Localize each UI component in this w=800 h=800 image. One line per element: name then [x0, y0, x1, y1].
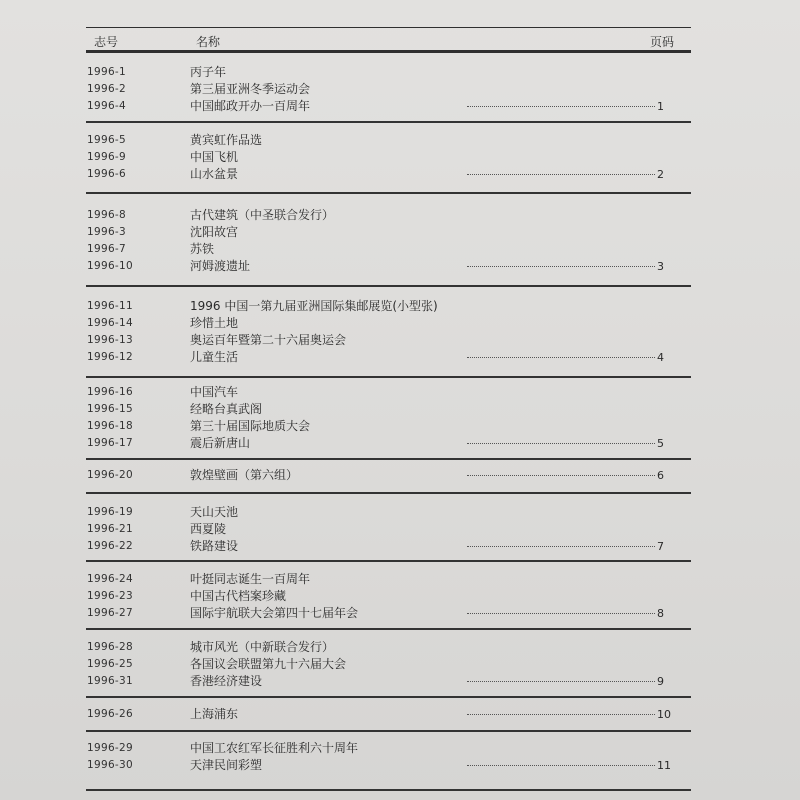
- toc-row: [0, 384, 800, 401]
- dot-leader: [467, 765, 655, 766]
- stamp-name: 震后新唐山: [190, 436, 251, 450]
- stamp-number: 1996-29: [87, 742, 133, 754]
- group-separator: [86, 376, 691, 378]
- page-number: 2: [657, 168, 664, 181]
- stamp-name: 山水盆景: [190, 167, 239, 181]
- dot-leader: [467, 546, 655, 547]
- stamp-number: 1996-1: [87, 66, 126, 78]
- stamp-number: 1996-18: [87, 420, 133, 432]
- stamp-name: 铁路建设: [190, 539, 239, 553]
- stamp-name: 中国飞机: [190, 150, 239, 164]
- header-bottom-rule: [86, 50, 691, 53]
- page-number: 11: [657, 759, 671, 772]
- stamp-number: 1996-7: [87, 243, 126, 255]
- stamp-number: 1996-5: [87, 134, 126, 146]
- dot-leader: [467, 613, 655, 614]
- stamp-number: 1996-2: [87, 83, 126, 95]
- dot-leader: [467, 681, 655, 682]
- stamp-number: 1996-27: [87, 607, 133, 619]
- stamp-number: 1996-24: [87, 573, 133, 585]
- toc-row: [0, 571, 800, 588]
- stamp-name: 第三十届国际地质大会: [190, 419, 311, 433]
- stamp-number: 1996-6: [87, 168, 126, 180]
- page-number: 4: [657, 351, 664, 364]
- stamp-number: 1996-26: [87, 708, 133, 720]
- group-separator: [86, 121, 691, 123]
- group-separator: [86, 458, 691, 460]
- stamp-name: 儿童生活: [190, 350, 239, 364]
- page-number: 5: [657, 437, 664, 450]
- stamp-number: 1996-16: [87, 386, 133, 398]
- stamp-number: 1996-30: [87, 759, 133, 771]
- stamp-name: 河姆渡遗址: [190, 259, 251, 273]
- stamp-number: 1996-17: [87, 437, 133, 449]
- stamp-name: 黄宾虹作品选: [190, 133, 263, 147]
- toc-row: [0, 673, 800, 690]
- stamp-number: 1996-31: [87, 675, 133, 687]
- stamp-name: 上海浦东: [190, 707, 239, 721]
- stamp-name: 天山天池: [190, 505, 239, 519]
- group-separator: [86, 730, 691, 732]
- stamp-name: 丙子年: [190, 65, 227, 79]
- toc-row: [0, 149, 800, 166]
- stamp-number: 1996-13: [87, 334, 133, 346]
- stamp-name: 奥运百年暨第二十六届奥运会: [190, 333, 347, 347]
- stamp-name: 沈阳故宫: [190, 225, 239, 239]
- dot-leader: [467, 266, 655, 267]
- stamp-name: 珍惜土地: [190, 316, 239, 330]
- toc-row: [0, 435, 800, 452]
- toc-row: [0, 258, 800, 275]
- toc-row: [0, 504, 800, 521]
- dot-leader: [467, 714, 655, 715]
- stamp-name: 城市风光（中新联合发行）: [190, 640, 335, 654]
- stamp-name: 经略台真武阁: [190, 402, 263, 416]
- stamp-name: 苏铁: [190, 242, 215, 256]
- stamp-name: 中国古代档案珍藏: [190, 589, 287, 603]
- toc-row: [0, 706, 800, 723]
- stamp-name: 中国邮政开办一百周年: [190, 99, 311, 113]
- dot-leader: [467, 357, 655, 358]
- group-separator: [86, 492, 691, 494]
- table-header: [0, 0, 800, 60]
- group-separator: [86, 192, 691, 194]
- toc-row: [0, 315, 800, 332]
- toc-row: [0, 588, 800, 605]
- dot-leader: [467, 106, 655, 107]
- toc-row: [0, 521, 800, 538]
- toc-row: [0, 656, 800, 673]
- toc-row: [0, 740, 800, 757]
- toc-row: [0, 64, 800, 81]
- stamp-name: 1996 中国一第九届亚洲国际集邮展览(小型张): [190, 299, 438, 313]
- toc-row: [0, 298, 800, 315]
- stamp-name: 第三届亚洲冬季运动会: [190, 82, 311, 96]
- dot-leader: [467, 443, 655, 444]
- stamp-name: 敦煌壁画（第六组）: [190, 468, 299, 482]
- toc-row: [0, 757, 800, 774]
- stamp-number: 1996-15: [87, 403, 133, 415]
- toc-row: [0, 418, 800, 435]
- page-number: 10: [657, 708, 671, 721]
- stamp-name: 香港经济建设: [190, 674, 263, 688]
- dot-leader: [467, 174, 655, 175]
- toc-row: [0, 467, 800, 484]
- header-number-label: 志号: [94, 35, 119, 49]
- stamp-name: 天津民间彩塑: [190, 758, 263, 772]
- stamp-number: 1996-14: [87, 317, 133, 329]
- stamp-number: 1996-10: [87, 260, 133, 272]
- page-number: 6: [657, 469, 664, 482]
- stamp-number: 1996-23: [87, 590, 133, 602]
- group-separator: [86, 560, 691, 562]
- page-number: 7: [657, 540, 664, 553]
- toc-row: [0, 224, 800, 241]
- stamp-name: 中国工农红军长征胜利六十周年: [190, 741, 359, 755]
- stamp-number: 1996-21: [87, 523, 133, 535]
- toc-row: [0, 98, 800, 115]
- header-top-rule: [86, 27, 691, 28]
- group-separator: [86, 628, 691, 630]
- stamp-number: 1996-9: [87, 151, 126, 163]
- toc-row: [0, 166, 800, 183]
- page-number: 9: [657, 675, 664, 688]
- toc-row: [0, 132, 800, 149]
- stamp-number: 1996-19: [87, 506, 133, 518]
- stamp-name: 中国汽车: [190, 385, 239, 399]
- toc-row: [0, 401, 800, 418]
- stamp-number: 1996-11: [87, 300, 133, 312]
- group-separator: [86, 789, 691, 791]
- group-separator: [86, 696, 691, 698]
- stamp-number: 1996-4: [87, 100, 126, 112]
- toc-row: [0, 538, 800, 555]
- stamp-number: 1996-20: [87, 469, 133, 481]
- group-separator: [86, 285, 691, 287]
- toc-row: [0, 241, 800, 258]
- stamp-number: 1996-8: [87, 209, 126, 221]
- stamp-name: 叶挺同志诞生一百周年: [190, 572, 311, 586]
- stamp-number: 1996-22: [87, 540, 133, 552]
- stamp-number: 1996-25: [87, 658, 133, 670]
- stamp-number: 1996-3: [87, 226, 126, 238]
- stamp-number: 1996-12: [87, 351, 133, 363]
- header-page-label: 页码: [650, 35, 675, 49]
- header-name-label: 名称: [196, 35, 221, 49]
- dot-leader: [467, 475, 655, 476]
- stamp-number: 1996-28: [87, 641, 133, 653]
- page-number: 1: [657, 100, 664, 113]
- toc-row: [0, 332, 800, 349]
- stamp-name: 国际宇航联大会第四十七届年会: [190, 606, 359, 620]
- stamp-name: 古代建筑（中圣联合发行）: [190, 208, 335, 222]
- page-number: 8: [657, 607, 664, 620]
- stamp-name: 西夏陵: [190, 522, 227, 536]
- toc-row: [0, 605, 800, 622]
- toc-row: [0, 639, 800, 656]
- toc-row: [0, 349, 800, 366]
- stamp-name: 各国议会联盟第九十六届大会: [190, 657, 347, 671]
- toc-row: [0, 81, 800, 98]
- page-number: 3: [657, 260, 664, 273]
- toc-row: [0, 207, 800, 224]
